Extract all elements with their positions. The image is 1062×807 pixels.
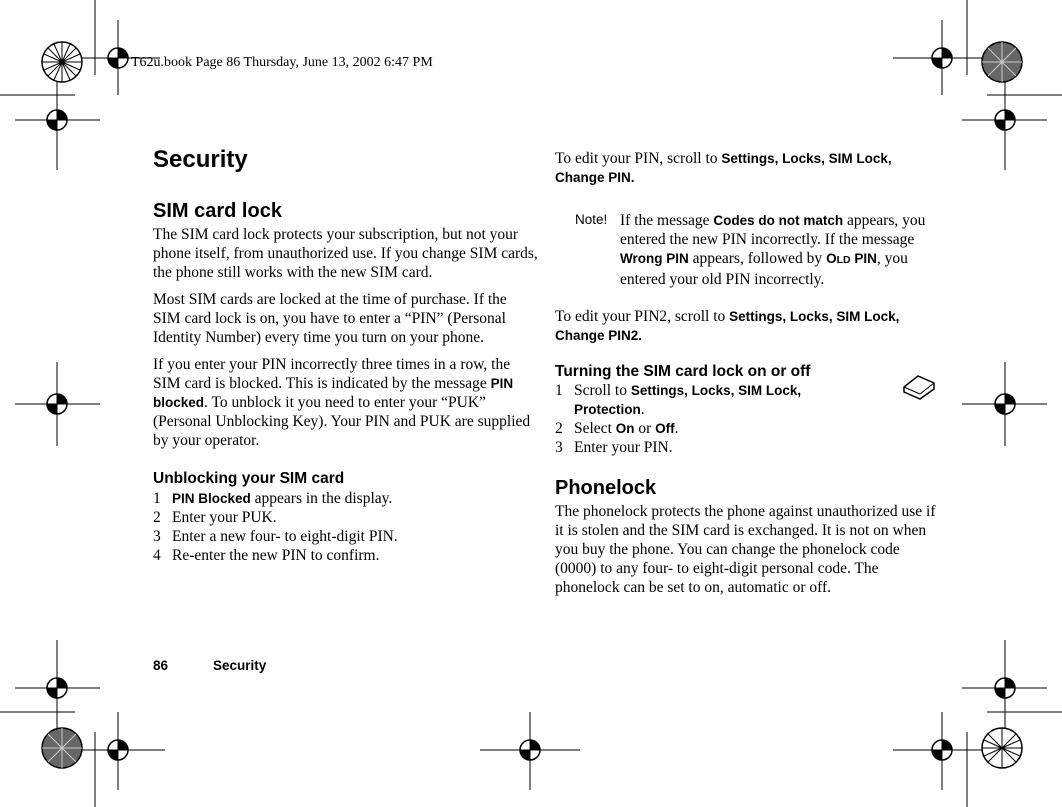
print-header: T62u.book Page 86 Thursday, June 13, 2002 6:47 PM — [131, 55, 433, 70]
list-item: 2 Enter your PUK. — [153, 509, 277, 526]
footer-section-name: Security — [213, 658, 267, 673]
edit-pin-instruction: To edit your PIN, scroll to Settings, Locks, SIM Lock, Change PIN. — [555, 150, 892, 185]
page-number: 86 — [153, 658, 169, 673]
list-item: 3 Enter your PIN. — [555, 439, 673, 456]
sim-card-icon — [900, 373, 936, 401]
note-text: If the message Codes do not match appears, you entered the new PIN incorrectly. If the message Wrong PIN appears, followed by OLD PIN, you entered your old PIN incorrectly. — [620, 212, 926, 288]
pin-blocked-keyword: PIN blocked — [153, 376, 514, 410]
turning-heading: Turning the SIM card lock on or off — [555, 363, 811, 380]
list-item: 1 PIN Blocked appears in the display. — [153, 490, 393, 507]
list-item: 4 Re-enter the new PIN to confirm. — [153, 547, 380, 564]
list-item: 2 Select On or Off. — [555, 420, 679, 437]
note-label: Note! — [575, 212, 608, 227]
turning-section — [555, 363, 937, 457]
sim-lock-paragraph-1: The SIM card lock protects your subscription, but not your phone itself, from unauthorized use. If you change SIM cards, the phone still works with the new SIM card. — [153, 226, 538, 281]
page-title: Security — [153, 146, 248, 173]
right-column — [555, 149, 937, 597]
unblocking-steps — [153, 489, 538, 565]
sim-lock-paragraph-3: If you enter your PIN incorrectly three times in a row, the SIM card is blocked. This is indicated by the message PIN blocked. To unblock it you need to enter your “PUK” (Personal Unblocking Key). Your PIN and PUK are supplied by your operator. — [153, 356, 531, 449]
sim-card-lock-heading: SIM card lock — [153, 200, 282, 222]
note-box — [555, 211, 937, 289]
unblocking-heading: Unblocking your SIM card — [153, 470, 345, 487]
phonelock-heading: Phonelock — [555, 477, 657, 499]
list-item: 3 Enter a new four- to eight-digit PIN. — [153, 528, 398, 545]
turning-steps — [555, 381, 825, 457]
phonelock-paragraph: The phonelock protects the phone against unauthorized use if it is stolen and the SIM card is exchanged. It is not on when you buy the phone. You can change the phonelock code (0000) to any four- to eight-digit personal code. The phonelock can be set to on, automatic or off. — [555, 503, 936, 596]
left-column — [153, 146, 538, 565]
list-item: 1 Scroll to Settings, Locks, SIM Lock, Protection. — [555, 382, 802, 418]
edit-pin2-instruction: To edit your PIN2, scroll to Settings, Locks, SIM Lock, Change PIN2. — [555, 308, 900, 343]
sim-lock-paragraph-2: Most SIM cards are locked at the time of purchase. If the SIM card lock is on, you have to enter a “PIN” (Personal Identity Number) every time you turn on your phone. — [153, 291, 507, 346]
